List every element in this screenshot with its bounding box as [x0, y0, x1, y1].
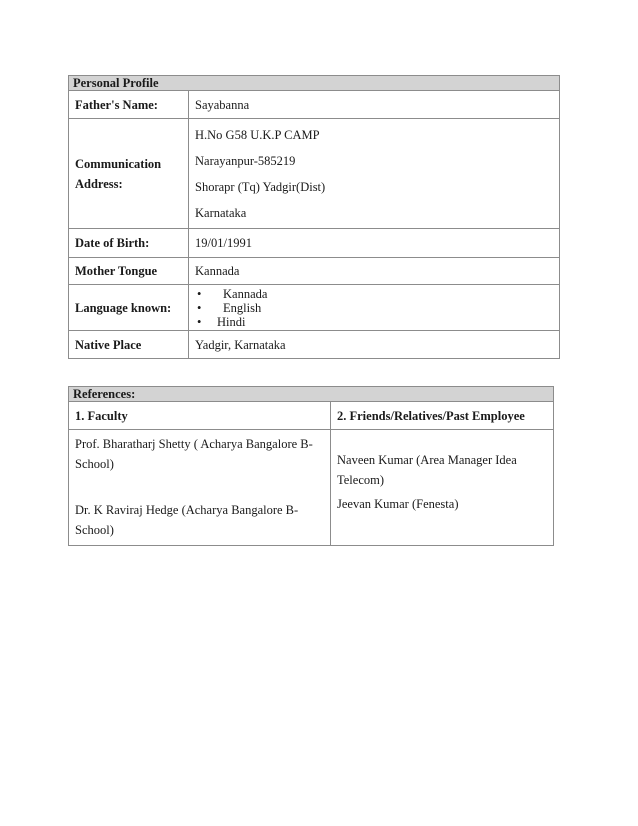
friend-reference-2: Jeevan Kumar (Fenesta) — [337, 497, 459, 511]
address-line-3: Shorapr (Tq) Yadgir(Dist) — [195, 179, 326, 194]
language-hindi: Hindi — [217, 314, 246, 329]
languages-list — [195, 287, 553, 329]
references-header-row — [69, 387, 554, 402]
faculty-reference-1: Prof. Bharatharj Shetty ( Acharya Bangalore B-School) — [75, 437, 313, 471]
mother-tongue-row — [69, 258, 560, 285]
native-place-label: Native Place — [69, 331, 189, 359]
personal-profile-heading: Personal Profile — [69, 76, 560, 91]
native-place-value: Yadgir, Karnataka — [189, 331, 560, 359]
references-table — [68, 386, 554, 546]
dob-value: 19/01/1991 — [189, 229, 560, 258]
dob-label: Date of Birth: — [69, 229, 189, 258]
native-place-row — [69, 331, 560, 359]
faculty-column-header: 1. Faculty — [69, 402, 331, 430]
friends-column-header: 2. Friends/Relatives/Past Employee — [331, 402, 554, 430]
fathers-name-row — [69, 91, 560, 119]
languages-label: Language known: — [69, 285, 189, 331]
address-row — [69, 119, 560, 229]
mother-tongue-label: Mother Tongue — [69, 258, 189, 285]
language-item — [195, 301, 553, 315]
address-value — [189, 119, 560, 229]
bullet-icon: • — [197, 314, 202, 329]
friends-references — [331, 430, 554, 546]
friend-reference-1: Naveen Kumar (Area Manager Idea Telecom) — [337, 453, 517, 487]
fathers-name-value: Sayabanna — [189, 91, 560, 119]
references-columns-row — [69, 402, 554, 430]
faculty-references — [69, 430, 331, 546]
language-kannada: Kannada — [223, 286, 268, 301]
language-item — [195, 287, 553, 301]
language-item — [195, 315, 553, 329]
references-heading: References: — [69, 387, 554, 402]
address-label — [69, 119, 189, 229]
address-label-line2: Address: — [75, 176, 123, 191]
address-line-2: Narayanpur-585219 — [195, 153, 296, 168]
dob-row — [69, 229, 560, 258]
address-line-4: Karnataka — [195, 205, 247, 220]
language-english: English — [223, 300, 262, 315]
faculty-reference-2: Dr. K Raviraj Hedge (Acharya Bangalore B-School) — [75, 503, 299, 537]
bullet-icon: • — [197, 300, 202, 315]
references-content-row — [69, 430, 554, 546]
languages-row — [69, 285, 560, 331]
address-label-line1: Communication — [75, 156, 162, 171]
bullet-icon: • — [197, 286, 202, 301]
personal-profile-table — [68, 75, 560, 359]
languages-value — [189, 285, 560, 331]
mother-tongue-value: Kannada — [189, 258, 560, 285]
profile-header-row — [69, 76, 560, 91]
address-line-1: H.No G58 U.K.P CAMP — [195, 127, 320, 142]
fathers-name-label: Father's Name: — [69, 91, 189, 119]
